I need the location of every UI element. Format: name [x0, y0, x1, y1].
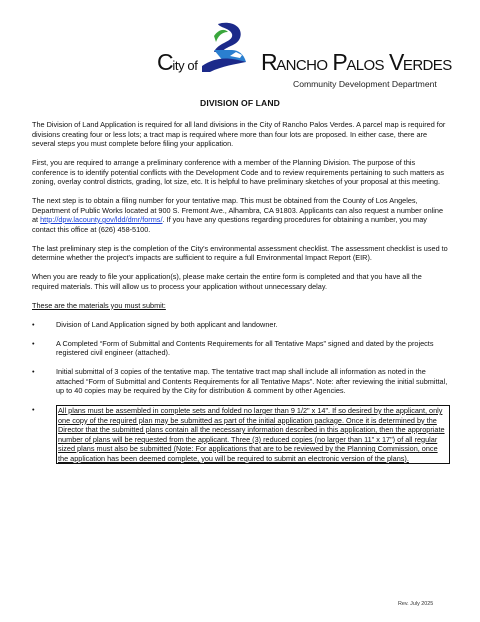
list-item-text-boxed: All plans must be assembled in complete sets and folded no larger than 9 1/2" x 14". If so desired by the applicant, only one copy of the required plan may be submitted as part of the initial application package. Once it is determined by the Director that the submitted plans contain all the necessary information described in this application, then the appropriate number of plans will be requested from the applicant. Three (3) reduced copies (no larger than 11" x 17") of all regular sized plans must also be submitted (Note: For applications that are to be reviewed by the Planning Commission, once the application has been deemed complete, you will be required to submit an electronic version of the plans). — [56, 405, 450, 464]
list-item — [32, 405, 450, 464]
list-item-text: Initial submittal of 3 copies of the tentative map. The tentative tract map shall include all information as noted in the attached “Form of Submittal and Contents Requirements for all Tentative Maps”. Note: after reviewing the initial submittal, up to 40 copies may be required by the City for distribution & comment by other Agencies. — [56, 367, 448, 395]
preliminary-conference-paragraph: First, you are required to arrange a preliminary conference with a member of the Planning Division. The purpose of this conference is to identify potential conflicts with the Development Code and to review requirements pertaining to such matters as zoning, overlay control districts, grading, lot size, etc. It is helpful to have preliminary sketches of your proposal at this meeting. — [32, 158, 445, 186]
filing-instructions-paragraph: When you are ready to file your application(s), please make certain the entire form is completed and that you have all the required materials. This will allow us to process your application without unnecessary delay. — [32, 272, 422, 291]
filing-number-paragraph — [32, 196, 450, 234]
department-name: Community Development Department — [293, 79, 437, 89]
bullet-marker: • — [32, 338, 35, 348]
verdes-rest: ERDES — [402, 57, 452, 74]
list-item — [32, 339, 450, 358]
bullet-marker: • — [32, 367, 35, 376]
rancho-initial: R — [261, 49, 277, 75]
city-of-initial: C — [157, 49, 173, 75]
document-body — [32, 120, 450, 474]
city-emblem-icon — [200, 22, 258, 72]
list-item — [32, 367, 450, 396]
list-item — [32, 320, 450, 330]
bullet-marker: • — [32, 319, 35, 329]
filing-number-text-end: . If you have any questions regarding procedures for obtaining a number, you may contact this office at (626) 458-5100. — [32, 215, 427, 234]
environmental-checklist-paragraph: The last preliminary step is the completion of the City's environmental assessment checklist. The assessment checklist is used to determine whether the project's impacts are sufficient to require a full Environmental Impact Report (EIR). — [32, 243, 448, 262]
materials-heading — [32, 301, 450, 311]
city-logo — [155, 22, 452, 94]
revision-date: Rev. July 2025 — [398, 601, 434, 607]
list-item-text: Division of Land Application signed by both applicant and landowner. — [56, 319, 278, 329]
city-of-label — [157, 51, 197, 74]
intro-paragraph: The Division of Land Application is required for all land divisions in the City of Rancho Palos Verdes. A parcel map is required for divisions creating four or less lots; a tract map is required where more than four lots are proposed. In either case, there are several steps you must complete before filing your application. — [32, 120, 446, 148]
verdes-initial: V — [388, 49, 403, 75]
bullet-marker: • — [32, 405, 35, 414]
dpw-forms-link[interactable]: http://dpw.lacounty.gov/ldd/dmr/forms/ — [40, 215, 163, 224]
filing-number-text: The next step is to obtain a filing number for your tentative map. This must be obtained from the County of Los Angeles, Department of Public Works located at 900 S. Fremont Ave., Alhambra, CA 91803. Applicants can also request a number online at — [32, 196, 444, 224]
palos-rest: ALOS — [346, 57, 384, 74]
city-name — [261, 51, 452, 74]
materials-heading-text: These are the materials you must submit: — [32, 300, 166, 310]
rancho-rest: ANCHO — [276, 57, 328, 74]
city-of-rest: ity of — [172, 58, 198, 73]
palos-initial: P — [332, 49, 347, 75]
materials-list — [32, 320, 450, 465]
page-title: DIVISION OF LAND — [200, 98, 280, 108]
list-item-text: A Completed “Form of Submittal and Contents Requirements for all Tentative Maps” signed and dated by the projects registered civil engineer (attached). — [56, 338, 434, 357]
